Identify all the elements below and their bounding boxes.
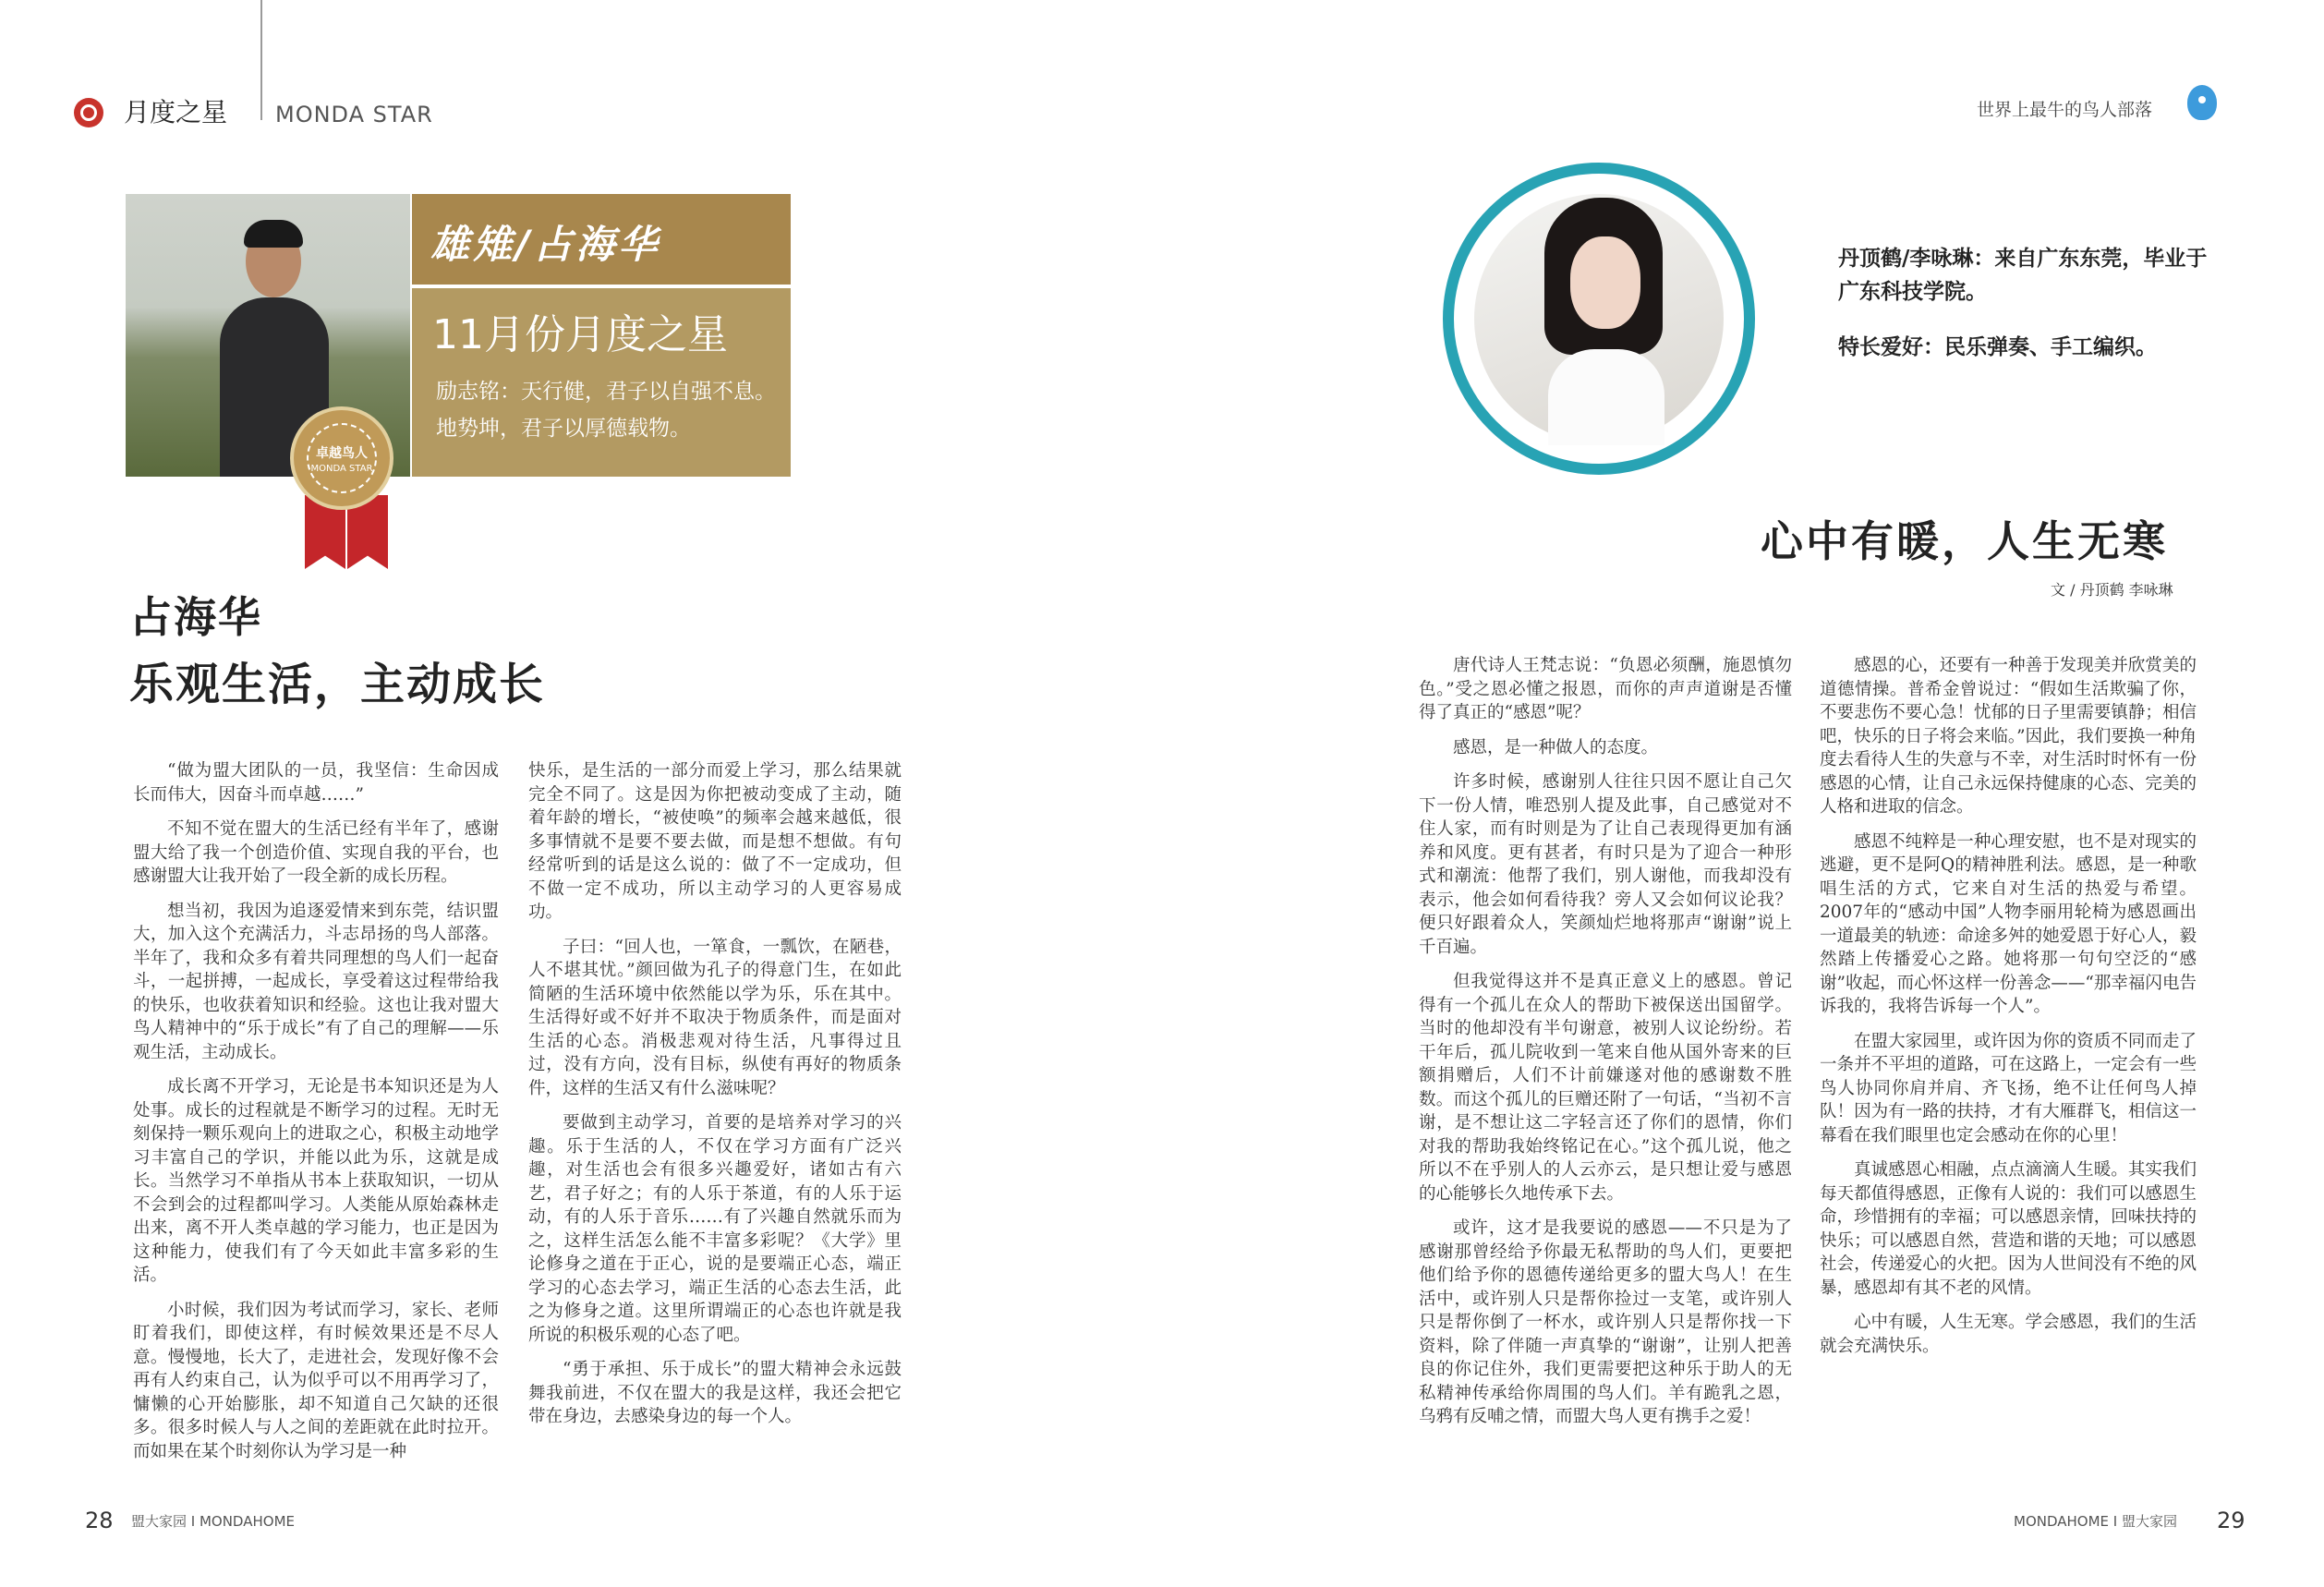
portrait-body	[1548, 349, 1664, 445]
hero-photo-hair	[244, 220, 303, 248]
left-page-number: 28	[85, 1508, 114, 1533]
paragraph: 成长离不开学习，无论是书本知识还是为人处事。成长的过程就是不断学习的过程。无时无刻保持一颗乐观向上的进取之心，积极主动地学习丰富自己的学识，并能以此为乐，这就是成长。当然学习不单指从书本上获取知识，一切从不会到会的过程都叫学习。人类能从原始森林走出来，离不开人类卓越的学习能力，也正是因为这种能力，使我们有了今天如此丰富多彩的生活。	[133, 1077, 499, 1285]
tribe-tagline: 世界上最牛的鸟人部落	[1977, 100, 2153, 120]
paragraph: 快乐，是生活的一部分而爱上学习，那么结果就完全不同了。这是因为你把被动变成了主动，随着年龄的增长，“被使唤”的频率会越来越低，很多事情就不是要不要去做，而是想不想做。有句经常听到的话是这么说的：做了不一定成功，但不做一定不成功，所以主动学习的人更容易成功。	[528, 761, 902, 922]
paragraph: 心中有暖，人生无寒。学会感恩，我们的生活就会充满快乐。	[1820, 1313, 2197, 1356]
mascot-eye	[2198, 96, 2206, 103]
header-divider	[260, 0, 262, 120]
section-title-en: MONDA STAR	[275, 102, 433, 127]
star-of-month-title: 11月份月度之星	[432, 311, 728, 358]
paragraph: 感恩，是一种做人的态度。	[1453, 737, 1659, 757]
author-bio: 丹顶鹤/李咏琳：来自广东东莞，毕业于广东科技学院。	[1838, 246, 2208, 304]
paragraph: 唐代诗人王梵志说：“负恩必须酬，施恩慎勿色。”受之恩必懂之报恩，而你的声声道谢是否懂得了真正的“感恩”呢？	[1419, 656, 1792, 722]
article-title: 心中有暖，人生无寒	[1761, 516, 2168, 566]
paragraph: 感恩不纯粹是一种心理安慰，也不是对现实的逃避，更不是阿Q的精神胜利法。感恩，是一种歌唱生活的方式，它来自对生活的热爱与希望。2007年的“感动中国”人物李丽用轮椅为感恩画出一道最美的轨迹：命途多舛的她爱恩于好心人，毅然踏上传播爱心之路。她将那一句句空泛的“感谢”收起，而心怀这样一份善念——“那幸福闪电告诉我的，我将告诉每一个人”。	[1820, 831, 2197, 1016]
right-footer-label: MONDAHOME I 盟大家园	[2014, 1513, 2177, 1530]
paragraph: 子曰：“回人也，一箪食，一瓢饮，在陋巷，人不堪其忧。”颜回做为孔子的得意门生，在如此简陋的生活环境中依然能以学为乐，乐在其中。生活得好或不好并不取决于物质条件，而是面对生活的心态。消极悲观对待生活，凡事得过且过，没有方向，没有目标，纵使有再好的物质条件，这样的生活又有什么滋味呢？	[528, 937, 902, 1098]
left-article-column-2	[528, 759, 902, 1440]
left-footer-label: 盟大家园 I MONDAHOME	[131, 1513, 295, 1530]
paragraph: 想当初，我因为追逐爱情来到东莞，结识盟大，加入这个充满活力，斗志昂扬的鸟人部落。半年了，我和众多有着共同理想的鸟人们一起奋斗，一起拼搏，一起成长，享受着这过程带给我的快乐，也收获着知识和经验。这也让我对盟大鸟人精神中的“乐于成长”有了自己的理解——乐观生活，主动成长。	[133, 901, 499, 1062]
headline-subtitle: 乐观生活，主动成长	[129, 659, 546, 710]
badge-sublabel: MONDA STAR	[310, 464, 373, 474]
section-emblem-icon	[74, 98, 103, 127]
paragraph: 真诚感恩心相融，点点滴滴人生暖。其实我们每天都值得感恩，正像有人说的：我们可以感恩生命，珍惜拥有的幸福；可以感恩亲情，回味扶持的快乐；可以感恩自然，营造和谐的天地；可以感恩社会，传递爱心的火把。因为人世间没有不绝的风暴，感恩却有其不老的风情。	[1820, 1160, 2197, 1298]
badge-label: 卓越鸟人	[316, 446, 368, 461]
right-article-column-1	[1419, 654, 1792, 1440]
headline-name: 占海华	[129, 592, 262, 642]
portrait-face	[1570, 236, 1640, 329]
right-page-number: 29	[2217, 1508, 2245, 1533]
paragraph: 不知不觉在盟大的生活已经有半年了，感谢盟大给了我一个创造价值、实现自我的平台，也感谢盟大让我开始了一段全新的成长历程。	[133, 819, 499, 886]
paragraph: “勇于承担、乐于成长”的盟大精神会永远鼓舞我前进，不仅在盟大的我是这样，我还会把它带在身边，去感染身边的每一个人。	[528, 1360, 902, 1426]
paragraph: 或许，这才是我要说的感恩——不只是为了感谢那曾经给予你最无私帮助的鸟人们，更要把他们给予你的恩德传递给更多的盟大鸟人！在生活中，或许别人只是帮你捡过一支笔，或许别人只是帮你倒了一杯水，或许别人只是帮你找一下资料，除了伴随一声真挚的“谢谢”，让别人把善良的你记住外，我们更需要把这种乐于助人的无私精神传承给你周围的鸟人们。羊有跪乳之恩，乌鸦有反哺之情，而盟大鸟人更有携手之爱！	[1419, 1218, 1792, 1426]
paragraph: “做为盟大团队的一员，我坚信：生命因成长而伟大，因奋斗而卓越……”	[133, 761, 499, 805]
paragraph: 小时候，我们因为考试而学习，家长、老师盯着我们，即使这样，有时候效果还是不尽人意。慢慢地，长大了，走进社会，发现好像不会再有人约束自己，认为似乎可以不用再学习了，慵懒的心开始膨胀，却不知道自己欠缺的还很多。很多时候人与人之间的差距就在此时拉开。而如果在某个时刻你认为学习是一种	[133, 1300, 499, 1461]
paragraph: 许多时候，感谢别人往往只因不愿让自己欠下一份人情，唯恐别人提及此事，自己感觉对不住人家，而有时则是为了让自己表现得更加有涵养和风度。更有甚者，有时只是为了迎合一种形式和潮流：他帮了我们，别人谢他，而我却没有表示，他会如何看待我？旁人又会如何议论我？便只好跟着众人，笑颜灿烂地将那声“谢谢”说上千百遍。	[1419, 772, 1792, 957]
author-hobbies: 特长爱好：民乐弹奏、手工编织。	[1838, 334, 2157, 359]
article-byline: 文 / 丹顶鹤 李咏琳	[2051, 581, 2173, 599]
paragraph: 但我觉得这并不是真正意义上的感恩。曾记得有一个孤儿在众人的帮助下被保送出国留学。当时的他却没有半句谢意，被别人议论纷纷。若干年后，孤儿院收到一笔来自他从国外寄来的巨额捐赠后，人们不计前嫌遂对他的感谢数不胜数。而这个孤儿的巨赠还附了一句话，“当初不言谢，是不想让这二字轻言还了你们的恩情，你们对我的帮助我始终铭记在心。”这个孤儿说，他之所以不在乎别人的人云亦云，是只想让爱与感恩的心能够长久地传承下去。	[1419, 972, 1792, 1204]
paragraph: 感恩的心，还要有一种善于发现美并欣赏美的道德情操。普希金曾说过：“假如生活欺骗了你，不要悲伤不要心急！忧郁的日子里需要镇静；相信吧，快乐的日子将会来临。”因此，我们要换一种角度去看待人生的失意与不幸，对生活时时怀有一份感恩的心情，让自己永远保持健康的心态、完美的人格和进取的信念。	[1820, 656, 2197, 817]
section-title: 月度之星	[124, 97, 228, 127]
hero-name: 雄雉/占海华	[430, 222, 661, 267]
paragraph: 要做到主动学习，首要的是培养对学习的兴趣。乐于生活的人，不仅在学习方面有广泛兴趣，对生活也会有很多兴趣爱好，诸如古有六艺，君子好之；有的人乐于茶道，有的人乐于运动，有的人乐于音乐……有了兴趣自然就乐而为之，这样生活怎么能不丰富多彩呢？《大学》里论修身之道在于正心，说的是要端正心态，端正学习的心态去学习，端正生活的心态去生活，此之为修身之道。这里所谓端正的心态也许就是我所说的积极乐观的心态了吧。	[528, 1113, 902, 1345]
right-article-column-2	[1820, 654, 2197, 1369]
motto-text: 励志铭：天行健，君子以自强不息。地势坤，君子以厚德载物。	[436, 380, 776, 441]
paragraph: 在盟大家园里，或许因为你的资质不同而走了一条并不平坦的道路，可在这路上，一定会有一些鸟人协同你肩并肩、齐飞扬，绝不让任何鸟人掉队！因为有一路的扶持，才有大雁群飞，相信这一幕看在我们眼里也定会感动在你的心里！	[1820, 1031, 2197, 1145]
left-article-column-1	[133, 759, 499, 1474]
